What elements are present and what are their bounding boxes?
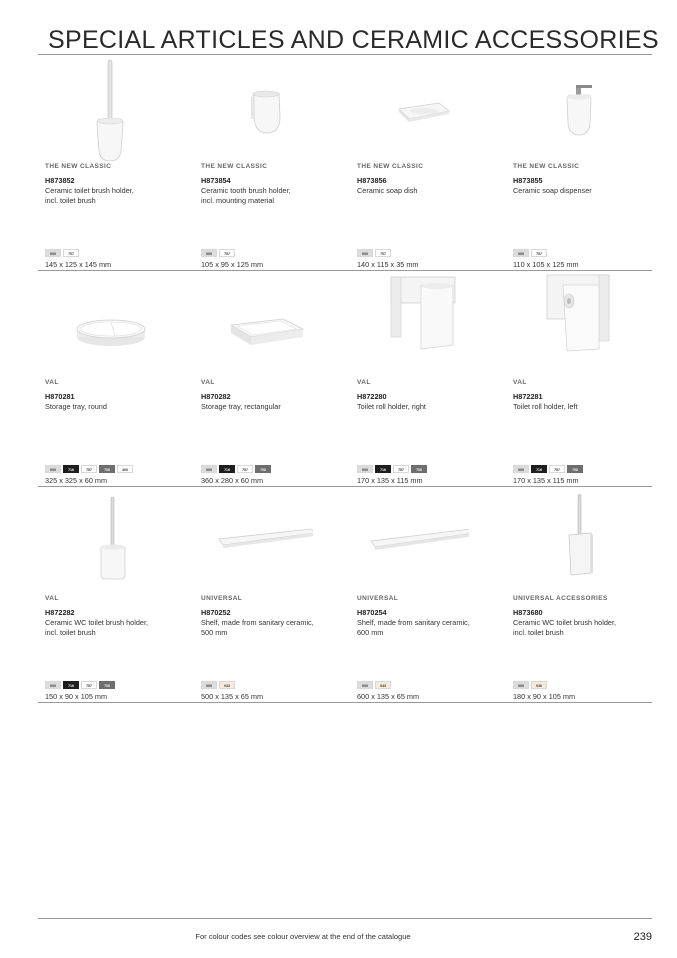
colour-swatch: 000 — [513, 681, 529, 689]
product-series: VAL — [201, 379, 215, 386]
colour-swatch: 716 — [63, 465, 79, 473]
soap-dispenser-icon — [513, 57, 625, 161]
colour-swatch: 043 — [219, 681, 235, 689]
colour-swatch: 000 — [357, 465, 373, 473]
product-series: THE NEW CLASSIC — [45, 163, 112, 170]
product-card[interactable] — [45, 487, 201, 703]
product-description: Storage tray, round — [45, 402, 107, 411]
colour-swatches — [45, 465, 133, 473]
product-code: H872282 — [45, 608, 75, 617]
product-code: H872280 — [357, 392, 387, 401]
footer-note: For colour codes see colour overview at the end of the catalogue — [195, 932, 411, 941]
product-dimensions: 170 x 135 x 115 mm — [513, 476, 579, 485]
product-series: VAL — [357, 379, 371, 386]
product-description: Ceramic WC toilet brush holder, incl. toilet brush — [45, 618, 149, 637]
colour-swatches — [357, 249, 391, 257]
product-code: H870252 — [201, 608, 231, 617]
product-card[interactable] — [45, 55, 201, 271]
colour-swatch: 043 — [375, 681, 391, 689]
product-card[interactable] — [201, 487, 357, 703]
product-description: Ceramic tooth brush holder, incl. mounting material — [201, 186, 291, 205]
page-number: 239 — [633, 931, 652, 943]
colour-swatch: 000 — [513, 249, 529, 257]
colour-swatch: 758 — [567, 465, 583, 473]
colour-swatches — [201, 465, 271, 473]
colour-swatch: 757 — [531, 249, 547, 257]
product-series: UNIVERSAL — [357, 595, 399, 602]
product-dimensions: 145 x 125 x 145 mm — [45, 260, 112, 269]
footer-divider — [38, 918, 652, 919]
colour-swatch: 757 — [81, 681, 97, 689]
toilet-roll-holder-left-icon — [513, 273, 625, 377]
product-grid — [38, 55, 652, 703]
colour-swatch: 757 — [63, 249, 79, 257]
product-description: Toilet roll holder, left — [513, 402, 578, 411]
product-description: Storage tray, rectangular — [201, 402, 281, 411]
product-code: H873855 — [513, 176, 543, 185]
product-description: Shelf, made from sanitary ceramic, 600 mm — [357, 618, 470, 637]
shelf-600-icon — [357, 489, 469, 593]
colour-swatches — [201, 249, 235, 257]
colour-swatch: 757 — [549, 465, 565, 473]
colour-swatches — [513, 681, 547, 689]
colour-swatch: 000 — [201, 465, 217, 473]
colour-swatches — [45, 681, 115, 689]
toilet-brush-holder-icon — [45, 57, 157, 161]
product-description: Ceramic soap dish — [357, 186, 418, 195]
colour-swatch: 000 — [201, 249, 217, 257]
product-code: H872281 — [513, 392, 543, 401]
product-card[interactable] — [513, 55, 669, 271]
product-dimensions: 325 x 325 x 60 mm — [45, 476, 108, 485]
product-code: H870254 — [357, 608, 387, 617]
colour-swatch: 400 — [117, 465, 133, 473]
wc-brush-holder-icon — [45, 489, 157, 593]
product-card[interactable] — [513, 271, 669, 487]
colour-swatch: 000 — [45, 681, 61, 689]
colour-swatch: 040 — [531, 681, 547, 689]
colour-swatch: 758 — [99, 681, 115, 689]
colour-swatches — [45, 249, 79, 257]
product-code: H873680 — [513, 608, 543, 617]
product-dimensions: 170 x 135 x 115 mm — [357, 476, 423, 485]
product-card[interactable] — [357, 55, 513, 271]
product-dimensions: 140 x 115 x 35 mm — [357, 260, 419, 269]
colour-swatch: 000 — [201, 681, 217, 689]
colour-swatch: 000 — [45, 249, 61, 257]
tooth-brush-holder-icon — [201, 57, 313, 161]
product-dimensions: 180 x 90 x 105 mm — [513, 692, 576, 701]
product-card[interactable] — [357, 487, 513, 703]
product-code: H870281 — [45, 392, 75, 401]
product-dimensions: 360 x 280 x 60 mm — [201, 476, 264, 485]
product-series: THE NEW CLASSIC — [201, 163, 268, 170]
colour-swatches — [357, 681, 391, 689]
colour-swatch: 000 — [513, 465, 529, 473]
product-dimensions: 110 x 105 x 125 mm — [513, 260, 579, 269]
product-row — [38, 487, 652, 703]
colour-swatch: 000 — [357, 681, 373, 689]
colour-swatches — [357, 465, 427, 473]
product-card[interactable] — [201, 55, 357, 271]
colour-swatch: 000 — [45, 465, 61, 473]
product-series: VAL — [45, 379, 59, 386]
product-description: Ceramic WC toilet brush holder, incl. toilet brush — [513, 618, 617, 637]
product-code: H873852 — [45, 176, 75, 185]
wc-brush-holder-square-icon — [513, 489, 625, 593]
colour-swatch: 757 — [219, 249, 235, 257]
colour-swatch: 757 — [237, 465, 253, 473]
product-code: H873856 — [357, 176, 387, 185]
product-card[interactable] — [45, 271, 201, 487]
product-dimensions: 500 x 135 x 65 mm — [201, 692, 264, 701]
rectangular-tray-icon — [201, 273, 313, 377]
product-series: VAL — [45, 595, 59, 602]
product-code: H873854 — [201, 176, 231, 185]
colour-swatch: 757 — [393, 465, 409, 473]
toilet-roll-holder-right-icon — [357, 273, 469, 377]
product-series: UNIVERSAL — [201, 595, 243, 602]
colour-swatch: 758 — [255, 465, 271, 473]
colour-swatch: 716 — [375, 465, 391, 473]
product-dimensions: 105 x 95 x 125 mm — [201, 260, 264, 269]
product-series: THE NEW CLASSIC — [513, 163, 580, 170]
product-code: H870282 — [201, 392, 231, 401]
product-description: Ceramic soap dispenser — [513, 186, 592, 195]
colour-swatch: 000 — [357, 249, 373, 257]
colour-swatch: 716 — [63, 681, 79, 689]
colour-swatch: 716 — [531, 465, 547, 473]
product-series: THE NEW CLASSIC — [357, 163, 424, 170]
product-card[interactable] — [513, 487, 669, 703]
product-card[interactable] — [201, 271, 357, 487]
colour-swatch: 757 — [81, 465, 97, 473]
colour-swatch: 716 — [219, 465, 235, 473]
product-description: Ceramic toilet brush holder, incl. toilet brush — [45, 186, 134, 205]
soap-dish-icon — [357, 57, 469, 161]
colour-swatch: 758 — [99, 465, 115, 473]
page-title: SPECIAL ARTICLES AND CERAMIC ACCESSORIES — [48, 26, 659, 54]
colour-swatch: 758 — [411, 465, 427, 473]
product-series: VAL — [513, 379, 527, 386]
product-series: UNIVERSAL ACCESSORIES — [513, 595, 608, 602]
product-dimensions: 150 x 90 x 105 mm — [45, 692, 108, 701]
colour-swatches — [513, 249, 547, 257]
product-description: Shelf, made from sanitary ceramic, 500 mm — [201, 618, 314, 637]
product-card[interactable] — [357, 271, 513, 487]
product-row — [38, 271, 652, 487]
colour-swatches — [513, 465, 583, 473]
colour-swatch: 757 — [375, 249, 391, 257]
product-description: Toilet roll holder, right — [357, 402, 426, 411]
colour-swatches — [201, 681, 235, 689]
product-dimensions: 600 x 135 x 65 mm — [357, 692, 420, 701]
round-tray-icon — [45, 273, 157, 377]
product-row — [38, 55, 652, 271]
shelf-500-icon — [201, 489, 313, 593]
